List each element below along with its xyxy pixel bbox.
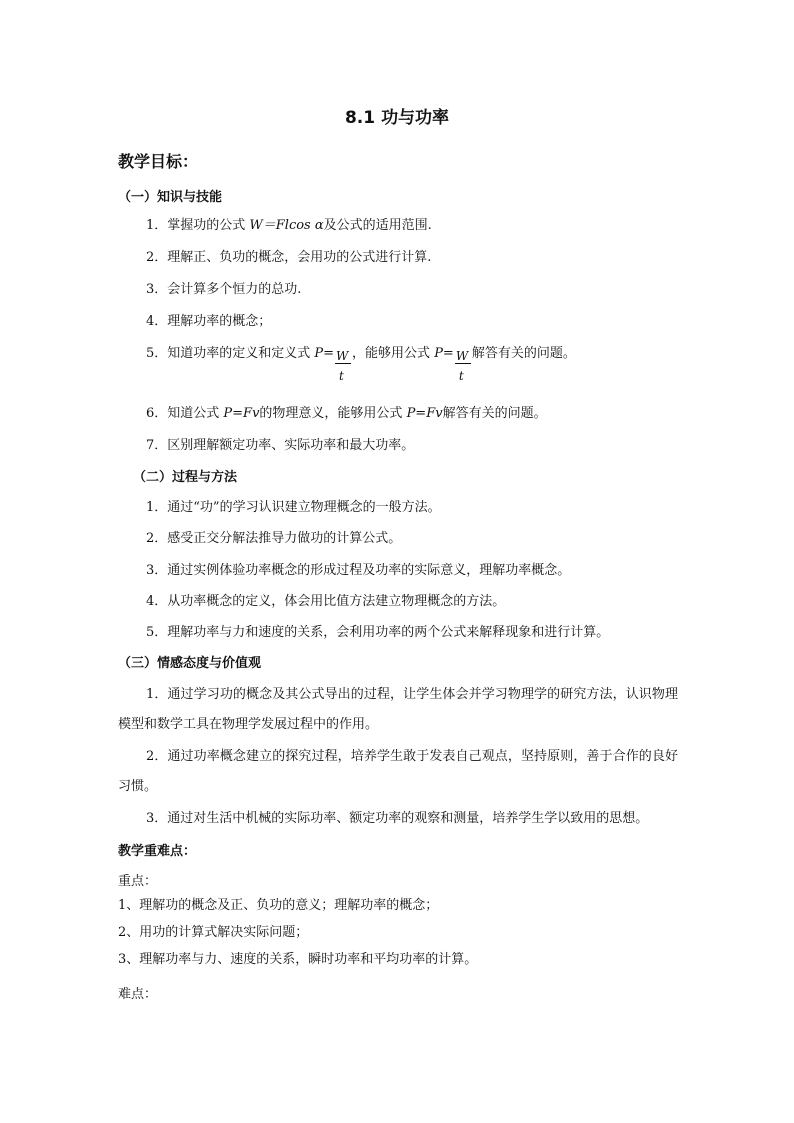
key-item: 2、用功的计算式解决实际问题； [118, 925, 309, 940]
fraction-w-over-t-1 [336, 346, 350, 383]
item6-middle: 的物理意义，能够用公式 [259, 406, 407, 421]
item6-suffix: 解答有关的问题。 [442, 406, 547, 421]
key-item: 3、理解功率与力、速度的关系，瞬时功率和平均功率的计算。 [118, 952, 478, 967]
section2-item: 3．通过实例体验功率概念的形成过程及功率的实际意义，理解功率概念。 [146, 563, 571, 578]
fraction-w-over-t-2 [455, 346, 470, 383]
item5-prefix: 5．知道功率的定义和定义式 [146, 346, 315, 361]
item5-lhs1: P= [314, 346, 335, 361]
section3-item: 2．通过功率概念建立的探究过程，培养学生敢于发表自己观点，坚持原则，善于合作的良好习惯。 [118, 749, 678, 794]
section1-item4: 4．理解功率的概念； [146, 314, 272, 329]
frac2-denominator: t [458, 369, 464, 383]
item1-formula: W＝Flcos α [249, 218, 324, 233]
section2-item: 2．感受正交分解法推导力做功的计算公式。 [146, 531, 402, 546]
title-text: 功与功率 [381, 108, 450, 128]
section1-heading: （一）知识与技能 [118, 190, 223, 205]
item1-suffix: 及公式的适用范围. [323, 218, 432, 233]
page-title [0, 108, 794, 128]
frac2-numerator: W [455, 349, 469, 363]
frac1-numerator: W [336, 349, 349, 363]
section1-item3: 3．会计算多个恒力的总功. [146, 282, 302, 297]
section1-item7: 7．区别理解额定功率、实际功率和最大功率。 [146, 438, 415, 453]
item5-lhs2: P= [434, 346, 454, 361]
item6-formula1: P=Fv [223, 406, 260, 421]
section1-item1 [146, 218, 432, 234]
item5-suffix: 解答有关的问题。 [471, 346, 576, 361]
section3-item: 1．通过学习功的概念及其公式导出的过程，让学生体会并学习物理学的研究方法，认识物理模型和数学工具在物理学发展过程中的作用。 [118, 687, 678, 732]
objectives-heading: 教学目标： [118, 152, 199, 171]
section1-item6 [146, 406, 547, 422]
frac1-bar [335, 363, 351, 364]
item1-prefix: 1．掌握功的公式 [146, 218, 250, 233]
section1-item2: 2．理解正、负功的概念，会用功的公式进行计算. [146, 250, 432, 265]
section2-item: 1．通过“功”的学习认识建立物理概念的一般方法。 [146, 500, 441, 515]
item6-prefix: 6．知道公式 [146, 406, 224, 421]
section1-item5 [146, 346, 576, 392]
section2-item: 4．从功率概念的定义，体会用比值方法建立物理概念的方法。 [146, 594, 506, 609]
key-points-heading: 教学重难点： [118, 844, 197, 859]
section2-heading: （二）过程与方法 [133, 470, 238, 485]
item5-middle: ，能够用公式 [352, 346, 435, 361]
section3-item: 3．通过对生活中机械的实际功率、额定功率的观察和测量，培养学生学以致用的思想。 [146, 811, 649, 826]
section2-item: 5．理解功率与力和速度的关系，会利用功率的两个公式来解释现象和进行计算。 [146, 625, 610, 640]
item6-formula2: P=Fv [406, 406, 443, 421]
frac1-denominator: t [339, 369, 344, 383]
section3-heading: （三）情感态度与价值观 [118, 656, 262, 671]
key-item: 1、理解功的概念及正、负功的意义；理解功率的概念； [118, 898, 439, 913]
difficult-label: 难点： [118, 987, 158, 1002]
key-label: 重点： [118, 874, 158, 889]
title-number: 8.1 [344, 108, 376, 128]
frac2-bar [455, 363, 471, 364]
